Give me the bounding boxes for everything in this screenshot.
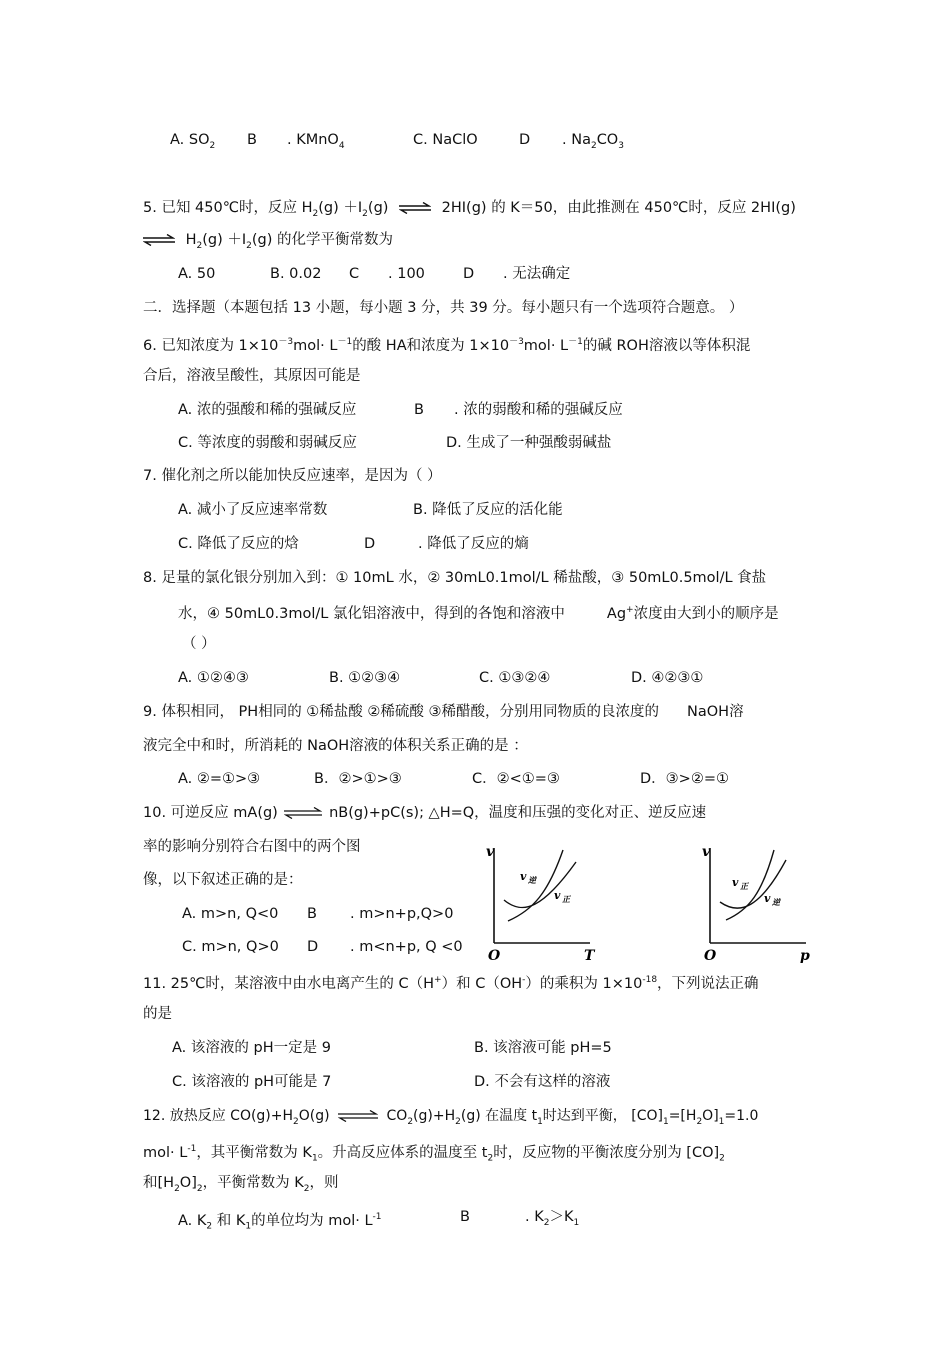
q7-option-b[interactable]: B. 降低了反应的活化能	[413, 502, 563, 518]
q4-option-d-label[interactable]: D	[519, 132, 531, 148]
q6-option-b[interactable]: . 浓的弱酸和稀的强碱反应	[454, 402, 623, 418]
q5-stem-line2: $H_2(g) +I_2(g)$ 的化学平衡常数为	[143, 230, 393, 256]
section-heading: 二．选择题（本题包括 13 小题，每小题 3 分，共 39 分。每小题只有一个选项符合题意。 ）	[143, 300, 744, 316]
q10-option-b-label[interactable]: B	[307, 906, 317, 922]
q5-option-c-label[interactable]: C	[349, 266, 360, 282]
q11-option-b[interactable]: B. 该溶液可能 pH=5	[474, 1040, 612, 1056]
equilibrium-arrow-icon	[399, 202, 431, 214]
q10-stem-line1: 10. 可逆反应 mA(g) nB(g)+pC(s); △H=Q，温度和压强的变化对正、逆反应速	[143, 805, 707, 821]
q9-stem-line1: 9. 体积相同， PH相同的 ①稀盐酸 ②稀硫酸 ③稀醋酸，分别用同物质的良浓度的 NaOH溶	[143, 704, 744, 720]
equilibrium-arrow-icon	[338, 1110, 378, 1122]
q8-option-a[interactable]: A. ①②④③	[178, 670, 249, 686]
q12-option-b[interactable]: . $K_2>K_1$	[525, 1209, 580, 1228]
curve-forward-label: v	[732, 876, 739, 889]
q11-option-a[interactable]: A. 该溶液的 pH一定是 9	[172, 1040, 331, 1056]
q8-option-b[interactable]: B. ①②③④	[329, 670, 401, 686]
q7-option-d[interactable]: . 降低了反应的熵	[418, 536, 529, 552]
x-axis-label: p	[800, 948, 810, 964]
q12-stem-line2: $mol\cdot L^{-1}$，其平衡常数为 $K_1$。升高反应体系的温度至 $t_2$时，反应物的平衡浓度分别为 $[CO]_2$	[143, 1144, 725, 1164]
q9-option-a[interactable]: A. ②=①>③	[178, 771, 261, 787]
q11-option-c[interactable]: C. 该溶液的 pH可能是 7	[172, 1074, 332, 1090]
q11-option-d[interactable]: D. 不会有这样的溶液	[474, 1074, 611, 1090]
q5-option-b[interactable]: B. 0.02	[270, 266, 322, 282]
q5-option-c[interactable]: . 100	[388, 266, 425, 282]
curve-reverse-label: v	[520, 870, 527, 883]
q6-option-d[interactable]: D. 生成了一种强酸弱碱盐	[446, 435, 612, 451]
curve-forward-label: v	[554, 889, 561, 902]
q7-option-a[interactable]: A. 减小了反应速率常数	[178, 502, 328, 518]
q8-stem-line3: （ ）	[182, 636, 216, 652]
q9-option-c[interactable]: C．②<①=③	[472, 771, 560, 787]
q6-option-c[interactable]: C. 等浓度的弱酸和弱碱反应	[178, 435, 357, 451]
curve-forward-sub: 正	[562, 894, 570, 904]
q10-stem-line3: 像，以下叙述正确的是：	[143, 872, 303, 888]
q11-stem-line2: 的是	[143, 1006, 172, 1022]
curve-reverse-rate	[508, 850, 563, 921]
q7-stem: 7. 催化剂之所以能加快反应速率，是因为（ ）	[143, 468, 442, 484]
q12-option-a[interactable]: A. $K_2$ 和 $K_1$的单位均为 $mol\cdot L^{-1}$	[178, 1212, 382, 1232]
curve-reverse-sub: 逆	[528, 875, 536, 885]
graph-v-vs-t	[478, 838, 600, 966]
equilibrium-arrow-icon	[284, 807, 322, 819]
q10-option-a[interactable]: A. m>n, Q<0	[182, 906, 279, 922]
q6-stem-line2: 合后，溶液呈酸性，其原因可能是	[143, 368, 361, 384]
q10-option-d-label[interactable]: D	[307, 939, 319, 955]
q8-option-c[interactable]: C. ①③②④	[479, 670, 551, 686]
q10-option-c[interactable]: C. m>n, Q>0	[182, 939, 279, 955]
q9-stem-line2: 液完全中和时，所消耗的 NaOH溶液的体积关系正确的是 ：	[143, 738, 528, 754]
origin-label: O	[488, 948, 501, 964]
equilibrium-arrow-icon	[143, 234, 175, 246]
q10-option-d[interactable]: . m<n+p, Q <0	[350, 939, 463, 955]
q4-option-b-label[interactable]: B	[247, 132, 257, 148]
q12-stem-line1: 12. 放热反应 $CO(g)+H_2O(g)$ $CO_2(g)+H_2(g)$ 在温度 $t_1$时达到平衡， $[CO]_1=[H_2O]_1=1.0$	[143, 1108, 759, 1127]
q10-option-b[interactable]: . m>n+p,Q>0	[350, 906, 454, 922]
q6-option-a[interactable]: A. 浓的强酸和稀的强碱反应	[178, 402, 357, 418]
q12-option-b-label[interactable]: B	[460, 1209, 470, 1225]
q7-option-d-label[interactable]: D	[364, 536, 376, 552]
curve-reverse-sub: 逆	[772, 897, 780, 907]
q4-option-b[interactable]: . KMnO$_4$	[287, 132, 345, 151]
q6-option-b-label[interactable]: B	[414, 402, 424, 418]
q4-option-d[interactable]: . $Na_2CO_3$	[562, 132, 624, 151]
curve-reverse-label: v	[764, 892, 771, 905]
q10-stem-line2: 率的影响分别符合右图中的两个图	[143, 839, 361, 855]
q5-stem-line1: 5. 已知 450℃时，反应 $H_2(g) +I_2(g)$ 2HI(g) 的 K＝50，由此推测在 450℃时，反应 2HI(g)	[143, 200, 796, 219]
q8-option-d[interactable]: D. ④②③①	[631, 670, 704, 686]
curve-forward-sub: 正	[740, 881, 748, 891]
q5-option-a[interactable]: A. 50	[178, 266, 216, 282]
q11-stem-line1: 11. 25℃时，某溶液中由水电离产生的 C（H+）和 C（OH-）的乘积为 $1\times 10^{-18}$，下列说法正确	[143, 975, 759, 992]
q6-stem-line1: 6. 已知浓度为 $1\times 10^{-3}mol\cdot L^{-1}$的酸 HA和浓度为 $1\times 10^{-3}mol\cdot L^{-1}$的碱 ROH溶液以等体积混	[143, 337, 751, 354]
q8-stem-line2: 水，④ 50mL0.3mol/L 氯化铝溶液中，得到的各饱和溶液中 Ag+浓度由大到小的顺序是	[178, 605, 779, 622]
q9-option-d[interactable]: D．③>②=①	[640, 771, 729, 787]
q9-option-b[interactable]: B．②>①>③	[314, 771, 402, 787]
y-axis-label: v	[702, 844, 711, 860]
q7-option-c[interactable]: C. 降低了反应的焓	[178, 536, 299, 552]
y-axis-label: v	[486, 844, 495, 860]
graph-v-vs-p	[694, 838, 816, 966]
q12-stem-line3: 和$[H_2O]_2$，平衡常数为 $K_2$，则	[143, 1175, 339, 1194]
q4-option-c[interactable]: C. NaClO	[413, 132, 478, 148]
q4-option-a[interactable]: A. $SO_2$	[170, 132, 216, 151]
q8-stem-line1: 8. 足量的氯化银分别加入到：① 10mL 水，② 30mL0.1mol/L 稀盐酸，③ 50mL0.5mol/L 食盐	[143, 570, 767, 586]
q5-option-d[interactable]: . 无法确定	[503, 266, 571, 282]
origin-label: O	[704, 948, 717, 964]
x-axis-label: T	[584, 948, 595, 964]
q5-option-d-label[interactable]: D	[463, 266, 475, 282]
